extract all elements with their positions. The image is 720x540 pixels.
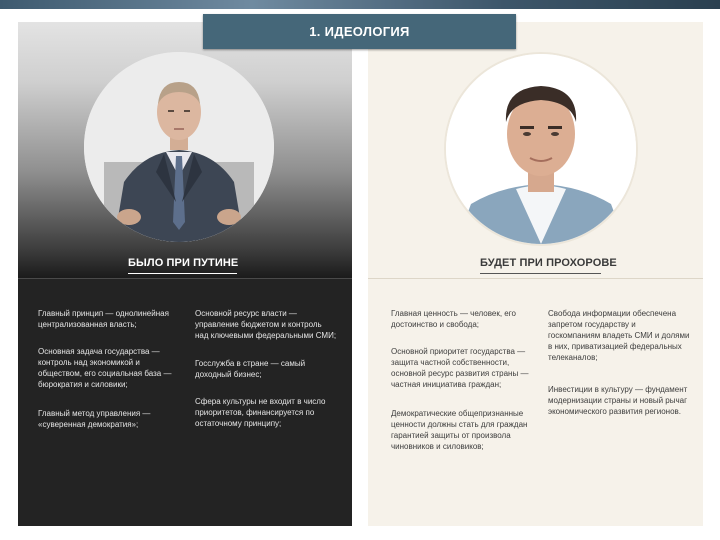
left-point-state-task: Основная задача государства — контроль над экономикой и обществом, его социальная база — бюрократия и силовики; [38,347,172,389]
left-point-method: Главный метод управления — «суверенная демократия»; [38,409,151,429]
heading-underline-left [128,273,237,274]
top-accent-bar [0,0,720,9]
left-point-civil-service: Госслужба в стране — самый доходный бизнес; [195,359,306,379]
heading-underline-right [480,273,601,274]
portrait-left [84,52,274,242]
divider-left [18,278,352,279]
heading-before-putin: БЫЛО ПРИ ПУТИНЕ [128,257,239,269]
portrait-right [444,52,638,246]
section-title: 1. ИДЕОЛОГИЯ [203,14,516,49]
left-point-resource: Основной ресурс власти — управление бюджетом и контроль над ключевыми федеральными СМИ; [195,309,337,340]
right-point-democracy: Демократические общепризнанные ценности должны стать для граждан гарантией защиты от произвола чиновников и силовиков; [391,409,528,451]
right-point-priority: Основной приоритет государства — защита частной собственности, основной ресурс развития страны — частная инициатива граждан; [391,347,529,389]
left-point-principle: Главный принцип — однолинейная централизованная власть; [38,309,169,329]
divider-right [368,278,703,279]
heading-under-prokhorov: БУДЕТ ПРИ ПРОХОРОВЕ [480,257,617,269]
right-point-culture: Инвестиции в культуру — фундамент модернизации страны и новый рычаг экономического развития регионов. [548,385,688,416]
right-point-media: Свобода информации обеспечена запретом государству и госкомпаниям владеть СМИ и долями в них, приватизацией федеральных телеканалов; [548,309,690,362]
left-point-culture: Сфера культуры не входит в число приоритетов, финансируется по остаточному принципу; [195,397,326,428]
right-point-value: Главная ценность — человек, его достоинство и свобода; [391,309,516,329]
